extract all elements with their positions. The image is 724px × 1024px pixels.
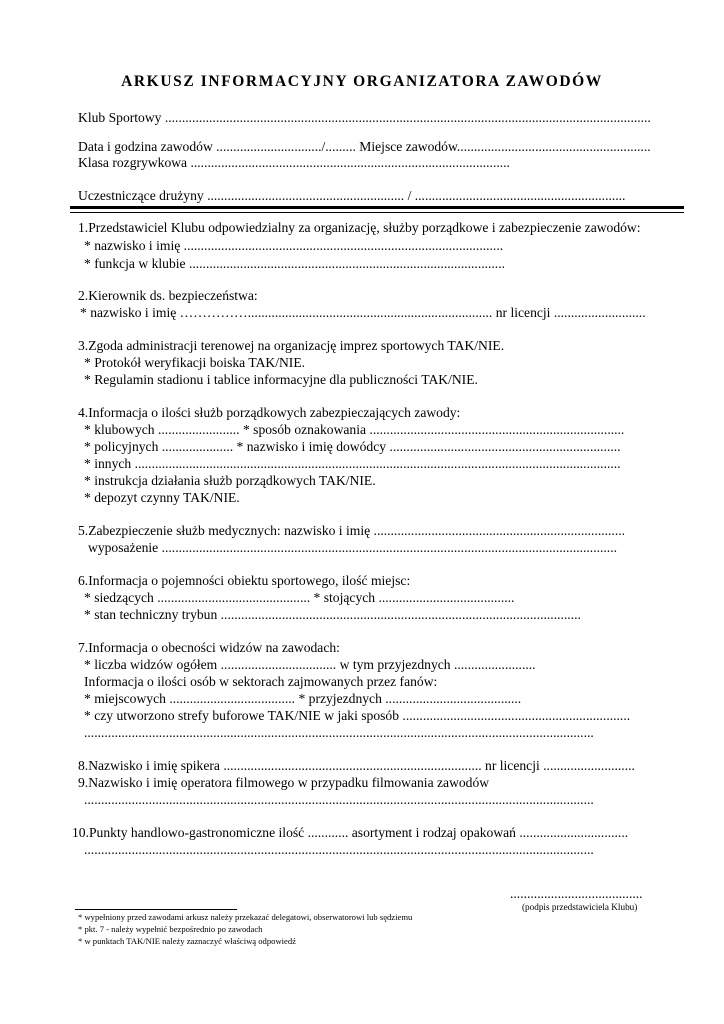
- section-5-heading: 5.Zabezpieczenie służb medycznych: nazwisko i imię ..........................................................................: [78, 523, 626, 538]
- footnote-3: * w punktach TAK/NIE należy zaznaczyć właściwą odpowiedź: [78, 936, 296, 946]
- footnote-1: * wypełniony przed zawodami arkusz należy przekazać delegatowi, obserwatorowi lub sędziemu: [78, 912, 413, 922]
- section-4-heading: 4.Informacja o ilości służb porządkowych zabezpieczających zawody:: [78, 405, 461, 420]
- section-4-line-4: * instrukcja działania służb porządkowych TAK/NIE.: [84, 473, 376, 488]
- section-4-line-2: * policyjnych ..................... * nazwisko i imię dowódcy ....................................................................: [84, 439, 621, 454]
- section-10-line-1: ......................................................................................................................................................: [84, 842, 594, 857]
- section-7-line-5: ......................................................................................................................................................: [84, 725, 594, 740]
- section-7-line-1: * liczba widzów ogółem .................................. w tym przyjezdnych ........................: [84, 657, 536, 672]
- signature-line: .......................................: [510, 886, 643, 901]
- date-place-field: Data i godzina zawodów .............................../......... Miejsce zawodów.........................................................: [78, 139, 651, 154]
- footnote-2: * pkt. 7 - należy wypełnić bezpośrednio po zawodach: [78, 924, 263, 934]
- section-1-line-1: * nazwisko i imię ..............................................................................................: [84, 238, 504, 253]
- club-field: Klub Sportowy ...............................................................................................................................................: [78, 110, 651, 125]
- section-3-line-2: * Regulamin stadionu i tablice informacyjne dla publiczności TAK/NIE.: [84, 372, 478, 387]
- section-6-heading: 6.Informacja o pojemności obiektu sportowego, ilość miejsc:: [78, 573, 411, 588]
- league-field: Klasa rozgrywkowa ..............................................................................................: [78, 155, 510, 170]
- header-divider: [70, 206, 684, 209]
- section-9-line-1: ......................................................................................................................................................: [84, 792, 594, 807]
- section-8-heading: 8.Nazwisko i imię spikera ............................................................................ nr licencji ...........................: [78, 758, 635, 773]
- section-2-heading: 2.Kierownik ds. bezpieczeństwa:: [78, 288, 258, 303]
- section-2-line-1: * nazwisko i imię ……………........................................................................ nr licencji ...........................: [80, 305, 646, 320]
- signature-caption: (podpis przedstawiciela Klubu): [522, 902, 638, 912]
- section-3-heading: 3.Zgoda administracji terenowej na organizację imprez sportowych TAK/NIE.: [78, 338, 505, 353]
- section-4-line-3: * innych ...............................................................................................................................................: [84, 456, 621, 471]
- section-7-line-4: * czy utworzono strefy buforowe TAK/NIE w jaki sposób ...................................................................: [84, 708, 631, 723]
- section-4-line-5: * depozyt czynny TAK/NIE.: [84, 490, 240, 505]
- section-4-line-1: * klubowych ........................ * sposób oznakowania ...........................................................................: [84, 422, 625, 437]
- section-1-line-2: * funkcja w klubie .............................................................................................: [84, 256, 506, 271]
- section-7-line-2: Informacja o ilości osób w sektorach zajmowanych przez fanów:: [84, 674, 438, 689]
- header-divider-thin: [70, 212, 684, 213]
- section-10-heading: 10.Punkty handlowo-gastronomiczne ilość ............ asortyment i rodzaj opakowań ................................: [72, 825, 629, 840]
- footnote-divider: [75, 909, 237, 910]
- section-1-heading: 1.Przedstawiciel Klubu odpowiedzialny za organizację, służby porządkowe i zabezpieczenie zawodów:: [78, 220, 641, 235]
- section-9-heading: 9.Nazwisko i imię operatora filmowego w przypadku filmowania zawodów: [78, 775, 490, 790]
- section-7-heading: 7.Informacja o obecności widzów na zawodach:: [78, 640, 340, 655]
- section-6-line-2: * stan techniczny trybun ..........................................................................................................: [84, 607, 581, 622]
- section-7-line-3: * miejscowych ..................................... * przyjezdnych ........................................: [84, 691, 522, 706]
- teams-field: Uczestniczące drużyny .......................................................... / ..............................................................: [78, 188, 626, 203]
- document-title: ARKUSZ INFORMACYJNY ORGANIZATORA ZAWODÓW: [121, 73, 603, 90]
- section-5-line-1: wyposażenie ......................................................................................................................................: [88, 540, 617, 555]
- section-3-line-1: * Protokół weryfikacji boiska TAK/NIE.: [84, 355, 306, 370]
- section-6-line-1: * siedzących ............................................. * stojących ........................................: [84, 590, 515, 605]
